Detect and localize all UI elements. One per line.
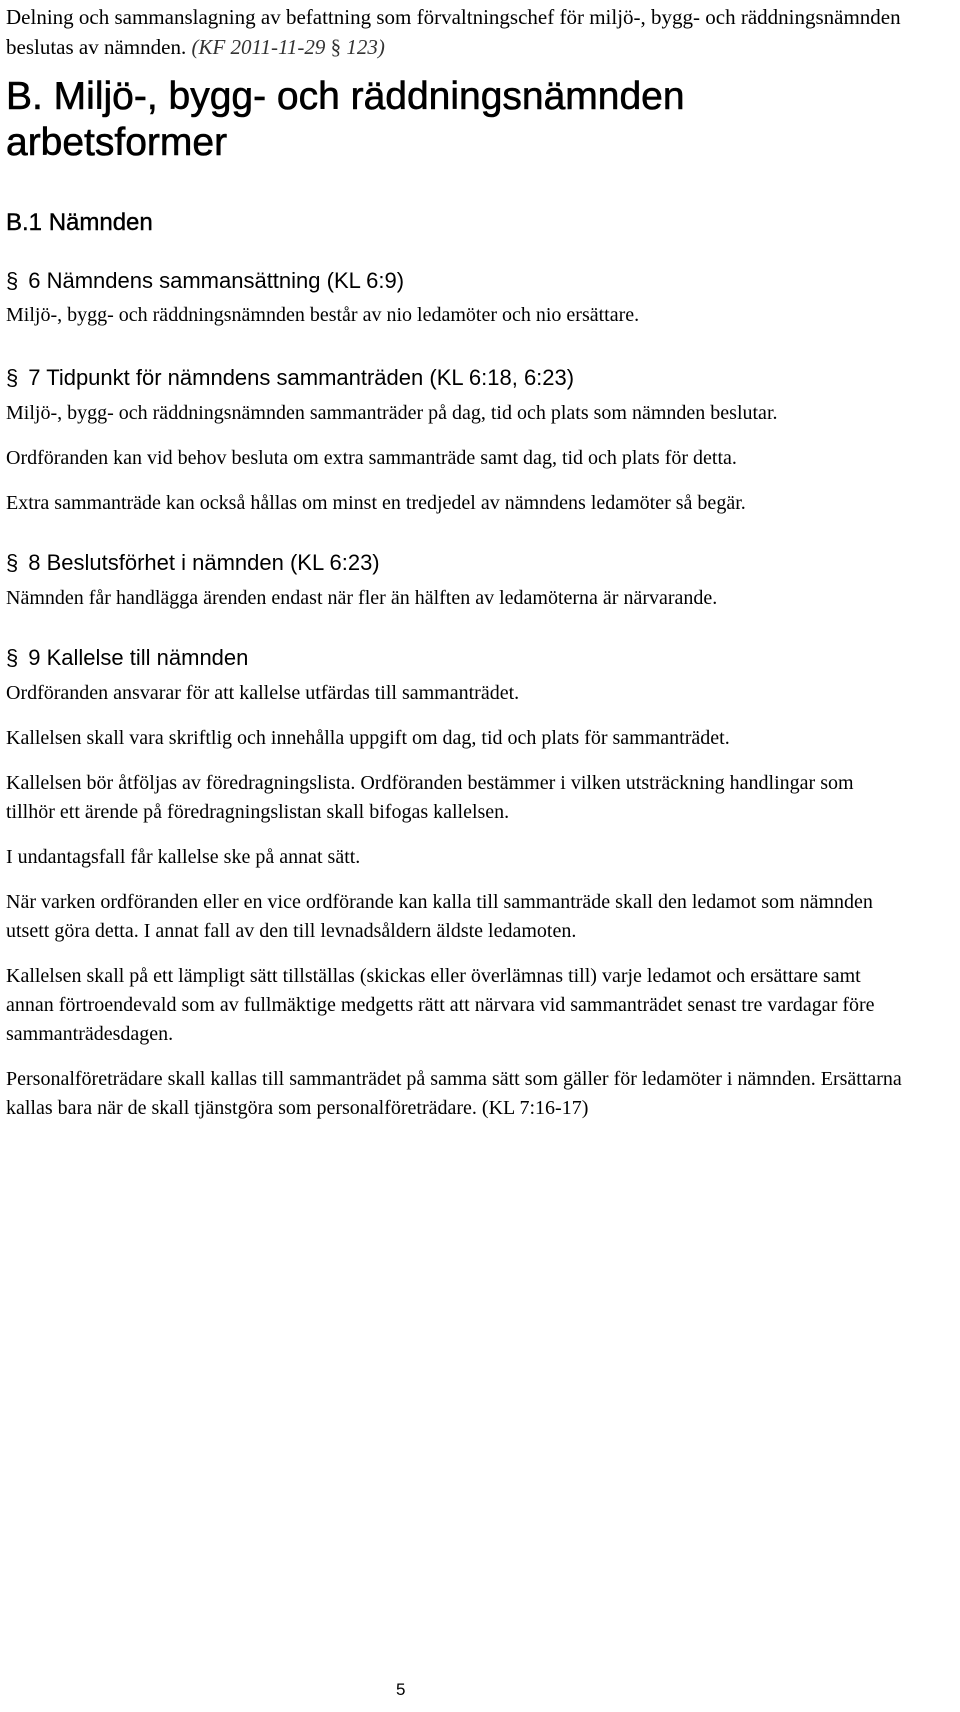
paragraph-text: Nämnden får handlägga ärenden endast när fler än hälften av ledamöterna är närvarande.: [6, 587, 718, 609]
paragraph-text: När varken ordföranden eller en vice ordförande kan kalla till sammanträde skall den ledamot som nämnden utsett göra detta. I annat fall av den till levnadsåldern äldste ledamoten.: [6, 891, 873, 942]
paragraph-heading-6: § 6 Nämndens sammansättning (KL 6:9): [6, 268, 405, 293]
intro-paragraph: [6, 2, 906, 62]
paragraph-heading-9: § 9 Kallelse till nämnden: [6, 645, 249, 670]
paragraph-text: Miljö-, bygg- och räddningsnämnden består av nio ledamöter och nio ersättare.: [6, 304, 640, 326]
section-symbol: §: [6, 268, 19, 293]
paragraph-text: Miljö-, bygg- och räddningsnämnden sammanträder på dag, tid och plats som nämnden beslutar.: [6, 402, 778, 424]
section-symbol: §: [6, 365, 19, 390]
section-symbol: §: [6, 550, 19, 575]
paragraph-text: Kallelsen skall vara skriftlig och innehålla uppgift om dag, tid och plats för sammanträdet.: [6, 727, 730, 749]
paragraph-text: Ordföranden ansvarar för att kallelse utfärdas till sammanträdet.: [6, 682, 520, 704]
page-number: 5: [396, 1680, 406, 1699]
paragraph-text: I undantagsfall får kallelse ske på annat sätt.: [6, 846, 361, 868]
document-page: [6, 0, 906, 1123]
paragraph-text: Kallelsen skall på ett lämpligt sätt tillställas (skickas eller överlämnas till) varje ledamot och ersättare samt annan förtroendevald som av fullmäktige medgetts rätt att närvara vid sammanträdet senast tre vardagar före sammanträdesdagen.: [6, 965, 875, 1045]
intro-text: Delning och sammanslagning av befattning som förvaltningschef för miljö-, bygg- och räddningsnämnden beslutas av nämnden.: [6, 5, 901, 59]
paragraph-text: Personalföreträdare skall kallas till sammanträdet på samma sätt som gäller för ledamöter i nämnden. Ersättarna kallas bara när de skall tjänstgöra som personalföreträdare. (KL 7:16-17): [6, 1068, 902, 1119]
section-title: B.1 Nämnden: [6, 209, 153, 236]
paragraph-heading-8: § 8 Beslutsförhet i nämnden (KL 6:23): [6, 550, 380, 575]
paragraph-text: Ordföranden kan vid behov besluta om extra sammanträde samt dag, tid och plats för detta.: [6, 447, 737, 469]
section-symbol: §: [330, 35, 342, 59]
section-symbol: §: [6, 645, 19, 670]
chapter-title: B. Miljö-, bygg- och räddningsnämnden arbetsformer: [6, 75, 685, 164]
intro-reference: (KF 2011-11-29 § 123): [191, 35, 385, 59]
paragraph-heading-7: § 7 Tidpunkt för nämndens sammanträden (KL 6:18, 6:23): [6, 365, 575, 390]
paragraph-text: Kallelsen bör åtföljas av föredragningslista. Ordföranden bestämmer i vilken utsträckning handlingar som tillhör ett ärende på föredragningslistan skall bifogas kallelsen.: [6, 772, 854, 823]
paragraph-text: Extra sammanträde kan också hållas om minst en tredjedel av nämndens ledamöter så begär.: [6, 492, 746, 514]
